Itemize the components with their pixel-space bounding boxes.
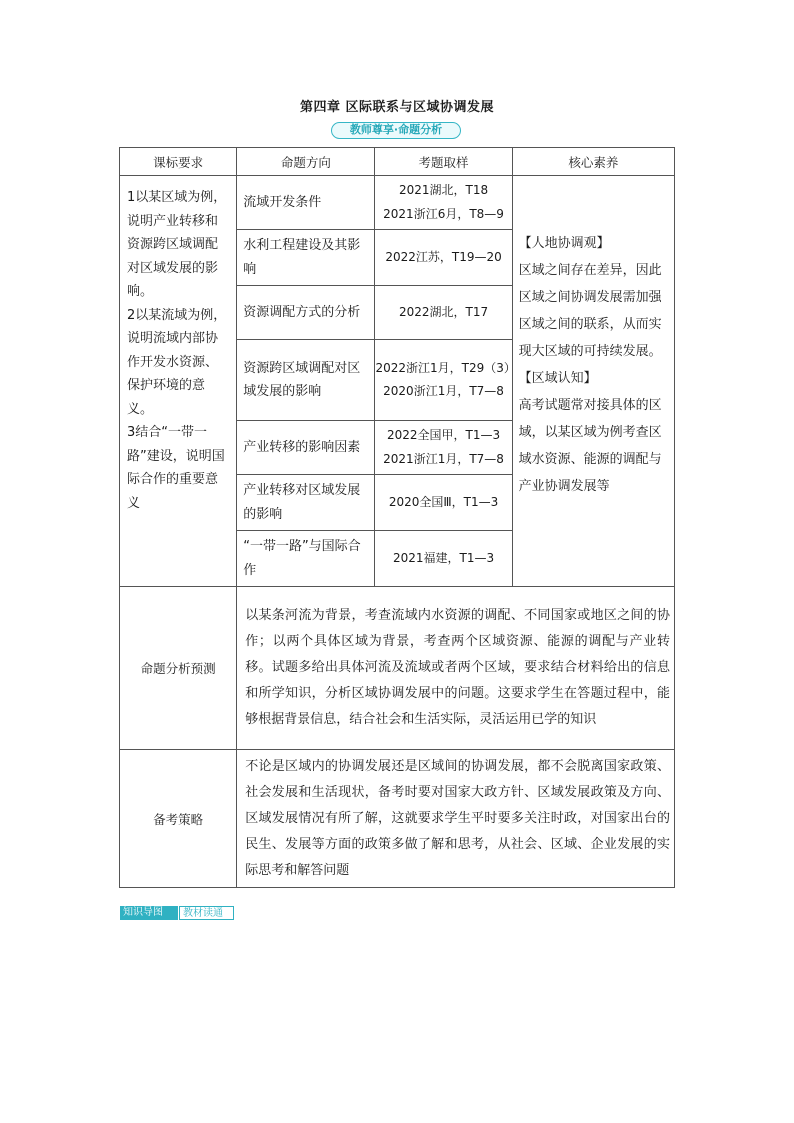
exam-item: 2021浙江6月，T8—9 bbox=[383, 206, 504, 221]
exam-cell bbox=[375, 475, 512, 531]
exam-cell bbox=[375, 286, 512, 340]
exam-item: 2021浙江1月，T7—8 bbox=[383, 451, 504, 466]
exam-item: 2022浙江1月，T29（3） bbox=[375, 360, 516, 375]
exam-item: 2022江苏，T19—20 bbox=[385, 249, 502, 264]
exam-item: 2021福建，T1—3 bbox=[392, 550, 495, 565]
analysis-table bbox=[119, 147, 675, 888]
header-direction: 命题方向 bbox=[237, 148, 375, 176]
core-item: 【人地协调观】 bbox=[518, 236, 610, 251]
exam-item: 2020浙江1月，T7—8 bbox=[383, 384, 504, 398]
direction-cell: 产业转移对区域发展的影响 bbox=[237, 475, 375, 531]
prediction-text: 以某条河流为背景，考查流域内水资源的调配、不同国家或地区之间的协作；以两个具体区域为背景，考查两个区域资源、能源的调配与产业转移。试题多给出具体河流及流域或者两个区域，要求结合材料给出的信息和所学知识，分析区域协调发展中的问题。这要求学生在答题过程中，能够根据背景信息，结合社会和生活实际，灵活运用已学的知识 bbox=[237, 587, 675, 750]
requirement-item: 3结合“一带一路”建设，说明国际合作的重要意义 bbox=[127, 425, 225, 511]
core-literacy-cell bbox=[512, 176, 674, 587]
prediction-label: 命题分析预测 bbox=[120, 587, 237, 750]
requirements-cell bbox=[120, 176, 237, 587]
direction-cell: 水利工程建设及其影响 bbox=[237, 230, 375, 286]
exam-cell bbox=[375, 340, 516, 421]
requirement-item: 1以某区域为例，说明产业转移和资源跨区域调配对区域发展的影响。 bbox=[127, 190, 227, 299]
strategy-text: 不论是区域内的协调发展还是区域间的协调发展，都不会脱离国家政策、社会发展和生活现状，备考时要对国家大政方针、区域发展政策及方向、区域发展情况有所了解，这就要求学生平时要多关注时政，对国家出台的民生、发展等方面的政策多做了解和思考，从社会、区域、企业发展的实际思考和解答问题 bbox=[237, 750, 675, 888]
exam-item: 2022全国甲，T1—3 bbox=[386, 428, 501, 442]
strategy-label: 备考策略 bbox=[120, 750, 237, 888]
direction-cell: “一带一路”与国际合作 bbox=[237, 531, 375, 587]
direction-cell: 资源跨区域调配对区域发展的影响 bbox=[237, 340, 375, 421]
direction-cell: 资源调配方式的分析 bbox=[237, 286, 375, 340]
exam-item: 2020全国Ⅲ，T1—3 bbox=[388, 494, 499, 509]
core-item: 【区域认知】 bbox=[518, 371, 597, 386]
table-row bbox=[120, 587, 675, 750]
header-requirement: 课标要求 bbox=[120, 148, 237, 176]
table-row bbox=[120, 176, 675, 230]
exam-item: 2022湖北，T17 bbox=[398, 304, 489, 319]
chapter-title: 第四章 区际联系与区域协调发展 bbox=[299, 100, 495, 115]
core-item: 区域之间存在差异，因此区域之间协调发展需加强区域之间的联系，从而实现大区域的可持续发展。 bbox=[518, 263, 662, 359]
exam-item: 2021湖北，T18 bbox=[398, 183, 489, 197]
core-item: 高考试题常对接具体的区域，以某区域为例考查区域水资源、能源的调配与产业协调发展等 bbox=[518, 398, 662, 494]
direction-cell: 流域开发条件 bbox=[237, 176, 375, 230]
teacher-badge: 教师尊享·命题分析 bbox=[331, 122, 461, 139]
table-header-row bbox=[120, 148, 675, 176]
exam-cell bbox=[375, 421, 512, 475]
textbook-reading-tag: 教材读通 bbox=[179, 906, 234, 920]
direction-cell: 产业转移的影响因素 bbox=[237, 421, 375, 475]
exam-cell bbox=[375, 176, 512, 230]
exam-cell bbox=[375, 230, 512, 286]
table-row bbox=[120, 750, 675, 888]
exam-cell bbox=[375, 531, 512, 587]
header-core: 核心素养 bbox=[512, 148, 674, 176]
knowledge-map-tag: 知识导图 bbox=[120, 906, 178, 920]
header-exam: 考题取样 bbox=[375, 148, 512, 176]
requirement-item: 2以某流域为例，说明流域内部协作开发水资源、保护环境的意义。 bbox=[127, 307, 227, 417]
